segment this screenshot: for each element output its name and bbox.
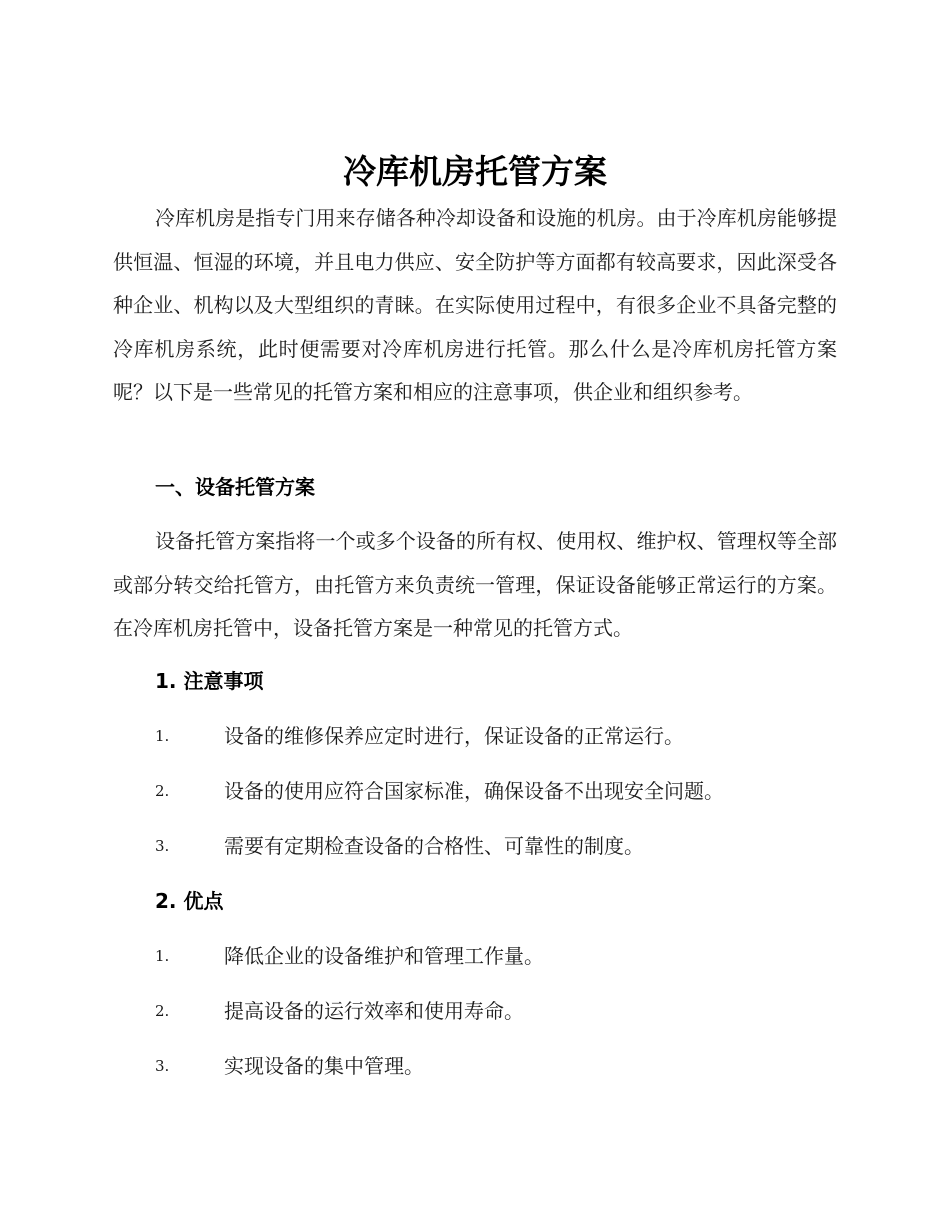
list-item [155, 1051, 835, 1081]
list-item-number: 2. [155, 1002, 170, 1020]
list-item-text: 设备的使用应符合国家标准，确保设备不出现安全问题。 [224, 779, 724, 803]
list-item [155, 831, 835, 861]
list-item-number: 2. [155, 782, 170, 800]
document-title: 冷库机房托管方案 [343, 152, 607, 191]
subheading-notes: 1. 注意事项 [155, 669, 264, 693]
list-item-text: 提高设备的运行效率和使用寿命。 [224, 999, 524, 1023]
list-item [155, 721, 835, 751]
section-heading-equipment-hosting: 一、设备托管方案 [155, 475, 315, 499]
list-item-number: 3. [155, 837, 170, 855]
list-item-text: 降低企业的设备维护和管理工作量。 [224, 944, 544, 968]
list-item-number: 1. [155, 947, 170, 965]
intro-paragraph: 冷库机房是指专门用来存储各种冷却设备和设施的机房。由于冷库机房能够提供恒温、恒湿的环境，并且电力供应、安全防护等方面都有较高要求，因此深受各种企业、机构以及大型组织的青睐。在实际使用过程中，有很多企业不具备完整的冷库机房系统，此时便需要对冷库机房进行托管。那么什么是冷库机房托管方案呢？以下是一些常见的托管方案和相应的注意事项，供企业和组织参考。 [113, 206, 837, 404]
list-item-text: 设备的维修保养应定时进行，保证设备的正常运行。 [224, 724, 684, 748]
list-item [155, 996, 835, 1026]
list-item-number: 1. [155, 727, 170, 745]
list-item-text: 需要有定期检查设备的合格性、可靠性的制度。 [224, 834, 644, 858]
list-item-number: 3. [155, 1057, 170, 1075]
list-item [155, 776, 835, 806]
list-item [155, 941, 835, 971]
section-body-paragraph: 设备托管方案指将一个或多个设备的所有权、使用权、维护权、管理权等全部或部分转交给托管方，由托管方来负责统一管理，保证设备能够正常运行的方案。在冷库机房托管中，设备托管方案是一种常见的托管方式。 [113, 529, 837, 640]
list-item-text: 实现设备的集中管理。 [224, 1054, 424, 1078]
subheading-advantages: 2. 优点 [155, 889, 224, 913]
